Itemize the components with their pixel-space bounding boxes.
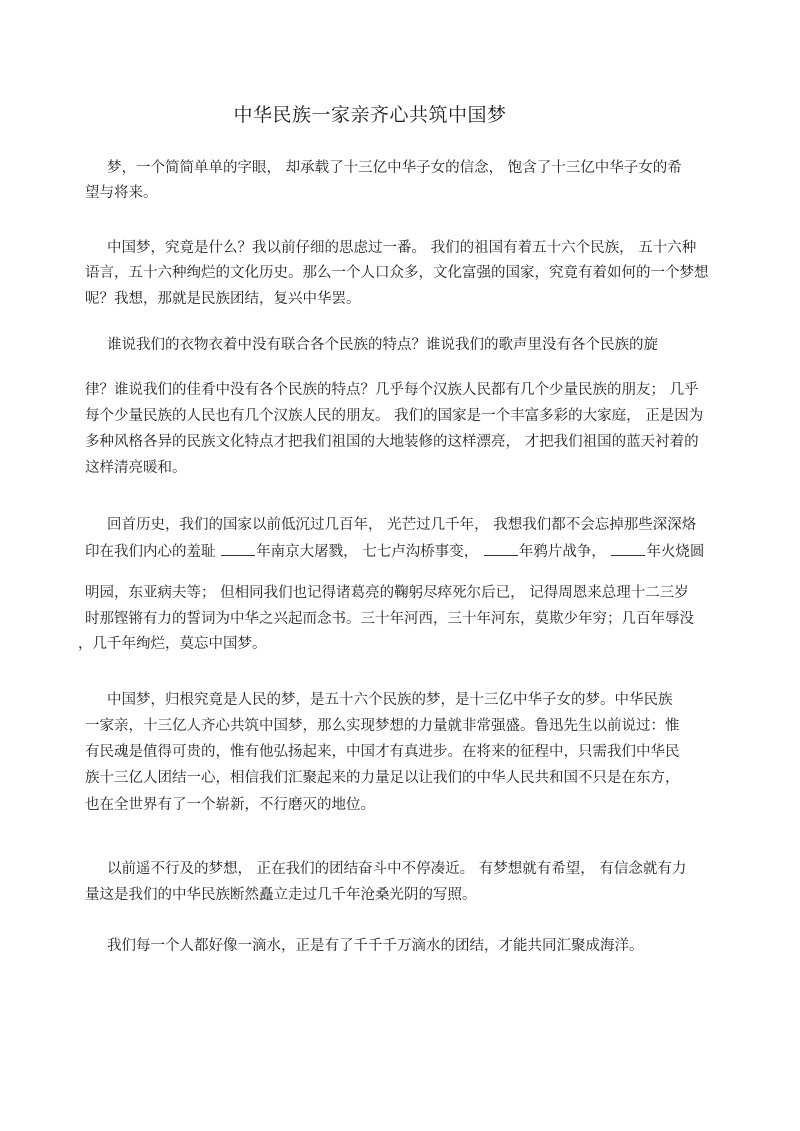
text-line: 一家亲，十三亿人齐心共筑中国梦，那么实现梦想的力量就非常强盛。鲁迅先生以前说过：惟: [85, 718, 680, 734]
document-title: 中华民族一家亲齐心共筑中国梦: [233, 104, 507, 126]
fill-in-blank[interactable]: [221, 541, 255, 556]
fill-in-blank[interactable]: [611, 541, 645, 556]
text-segment: 印在我们内心的羞耻: [85, 544, 221, 560]
text-line: 时那铿锵有力的誓词为中华之兴起而念书。三十年河西，三十年河东，莫欺少年穷；几百年辱没: [85, 611, 694, 627]
text-line: 语言，五十六种绚烂的文化历史。那么一个人口众多，文化富强的国家，究竟有着如何的一个梦想: [85, 265, 709, 281]
text-line: 呢？我想，那就是民族团结，复兴中华罢。: [85, 291, 361, 307]
text-line: 望与将来。: [85, 185, 158, 201]
text-line: 我们每一个人都好像一滴水，正是有了千千千万滴水的团结，才能共同汇聚成海洋。: [107, 938, 644, 954]
text-line: 梦，一个简简单单的字眼， 却承载了十三亿中华子女的信念， 饱含了十三亿中华子女的希: [107, 160, 682, 176]
text-line: 多种风格各异的民族文化特点才把我们祖国的大地装修的这样漂亮， 才把我们祖国的蓝天衬着的: [85, 434, 699, 450]
text-line: 回首历史，我们的国家以前低沉过几百年， 光芒过几千年， 我想我们都不会忘掉那些深深烙: [107, 517, 697, 533]
text-line: 明园，东亚病夫等； 但相同我们也记得诸葛亮的鞠躬尽瘁死尔后已， 记得周恩来总理十二三岁: [85, 585, 689, 601]
text-line: ，几千年绚烂，莫忘中国梦。: [78, 636, 267, 652]
text-line: 谁说我们的衣物衣着中没有联合各个民族的特点？谁说我们的歌声里没有各个民族的旋: [107, 337, 658, 353]
text-line: 以前遥不行及的梦想， 正在我们的团结奋斗中不停凑近。 有梦想就有希望， 有信念就有力: [107, 861, 687, 877]
fill-in-blank[interactable]: [484, 541, 518, 556]
text-line: 中国梦，究竟是什么？我以前仔细的思虑过一番。 我们的祖国有着五十六个民族， 五十六种: [107, 240, 697, 256]
text-line: 族十三亿人团结一心，相信我们汇聚起来的力量足以让我们的中华人民共和国不只是在东方，: [85, 770, 680, 786]
text-line: 量这是我们的中华民族断然矗立走过几千年沧桑光阴的写照。: [85, 887, 477, 903]
text-segment: 年南京大屠戮， 七七卢沟桥事变，: [256, 544, 483, 560]
text-line: 中国梦，归根究竟是人民的梦，是五十六个民族的梦，是十三亿中华子女的梦。中华民族: [107, 692, 673, 708]
text-segment: 年火烧圆: [646, 544, 705, 560]
text-line: 也在全世界有了一个崭新，不行磨灭的地位。: [85, 797, 375, 813]
text-line-with-blanks: [85, 541, 704, 562]
text-line: 律？谁说我们的佳肴中没有各个民族的特点？几乎每个汉族人民都有几个少量民族的朋友； 几乎: [85, 382, 699, 398]
text-line: 这样清亮暖和。: [85, 460, 187, 476]
text-segment: 年鸦片战争，: [518, 544, 611, 560]
text-line: 有民魂是值得可贵的，惟有他弘扬起来，中国才有真进步。在将来的征程中，只需我们中华民: [85, 744, 680, 760]
text-line: 每个少量民族的人民也有几个汉族人民的朋友。 我们的国家是一个丰富多彩的大家庭， 正是因为: [85, 408, 704, 424]
